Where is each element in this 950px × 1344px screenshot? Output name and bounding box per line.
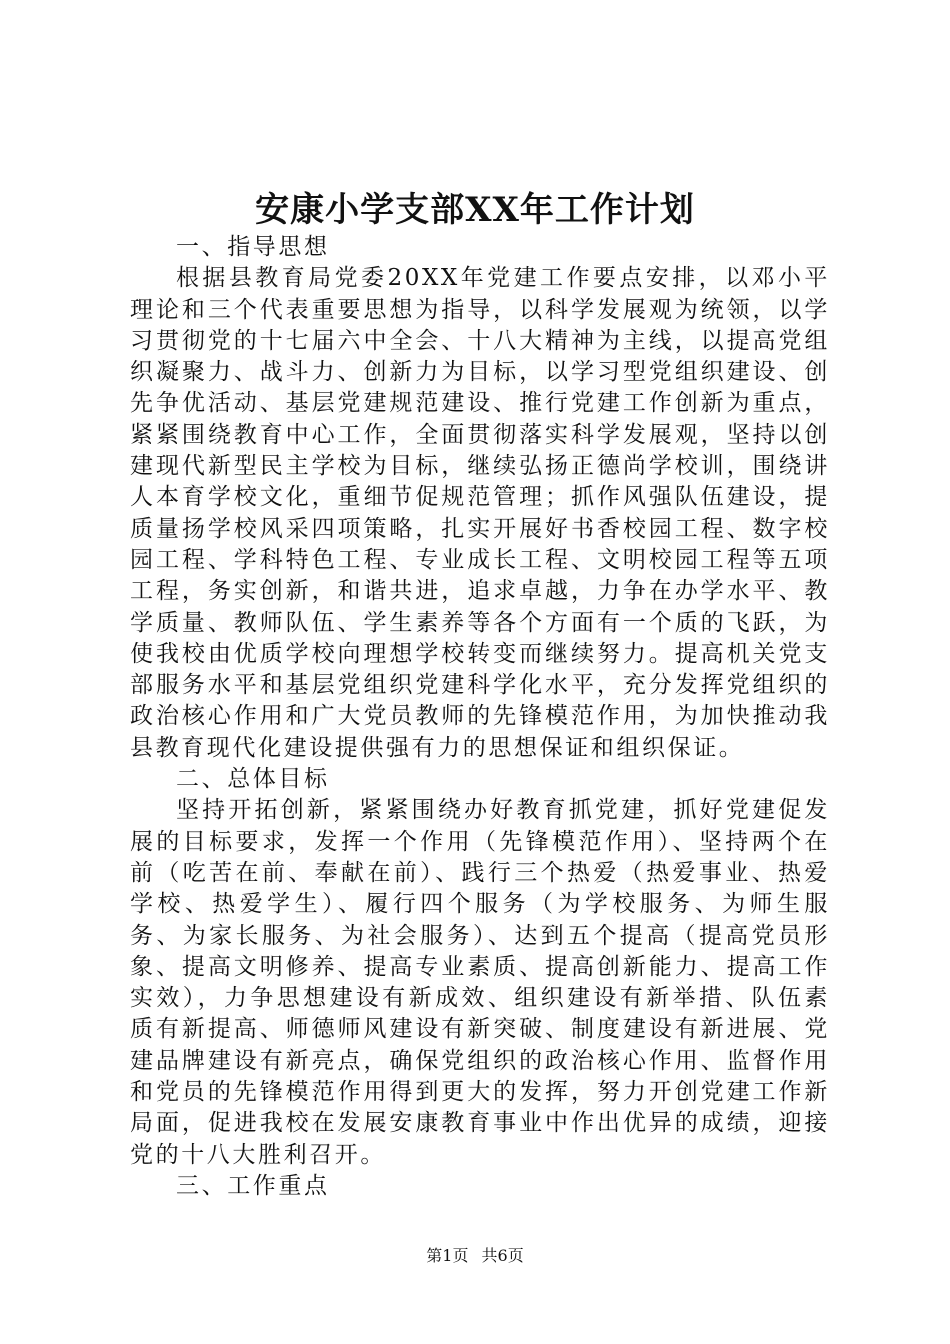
document-body (130, 232, 830, 1202)
paragraph-guiding-ideology: 根据县教育局党委20XX年党建工作要点安排，以邓小平理论和三个代表重要思想为指导，以科学发展观为统领，以学习贯彻党的十七届六中全会、十八大精神为主线，以提高党组织凝聚力、战斗力、创新力为目标，以学习型党组织建设、创先争优活动、基层党建规范建设、推行党建工作创新为重点，紧紧围绕教育中心工作，全面贯彻落实科学发展观，坚持以创建现代新型民主学校为目标，继续弘扬正德尚学校训，围绕讲人本育学校文化，重细节促规范管理；抓作风强队伍建设，提质量扬学校风采四项策略，扎实开展好书香校园工程、数字校园工程、学科特色工程、专业成长工程、文明校园工程等五项工程，务实创新，和谐共进，追求卓越，力争在办学水平、教学质量、教师队伍、学生素养等各个方面有一个质的飞跃，为使我校由优质学校向理想学校转变而继续努力。提高机关党支部服务水平和基层党组织党建科学化水平，充分发挥党组织的政治核心作用和广大党员教师的先锋模范作用，为加快推动我县教育现代化建设提供强有力的思想保证和组织保证。 (130, 265, 830, 761)
document-title: 安康小学支部XX年工作计划 (255, 190, 695, 230)
page-total: 共6页 (481, 1246, 524, 1265)
section-heading-guiding-ideology: 一、指导思想 (176, 234, 330, 260)
section-heading-overall-goals: 二、总体目标 (176, 766, 330, 793)
page-footer (0, 1244, 950, 1268)
paragraph-overall-goals: 坚持开拓创新，紧紧围绕办好教育抓党建，抓好党建促发展的目标要求，发挥一个作用（先锋模范作用）、坚持两个在前（吃苦在前、奉献在前）、践行三个热爱（热爱事业、热爱学校、热爱学生）、履行四个服务（为学校服务、为师生服务、为家长服务、为社会服务）、达到五个提高（提高党员形象、提高文明修养、提高专业素质、提高创新能力、提高工作实效），力争思想建设有新成效、组织建设有新举措、队伍素质有新提高、师德师风建设有新突破、制度建设有新进展、党建品牌建设有新亮点，确保党组织的政治核心作用、监督作用和党员的先锋模范作用得到更大的发挥，努力开创党建工作新局面，促进我校在发展安康教育事业中作出优异的成绩，迎接党的十八大胜利召开。 (130, 797, 830, 1168)
page-number: 第1页 (426, 1246, 469, 1265)
section-heading-work-priorities: 三、工作重点 (176, 1172, 330, 1199)
